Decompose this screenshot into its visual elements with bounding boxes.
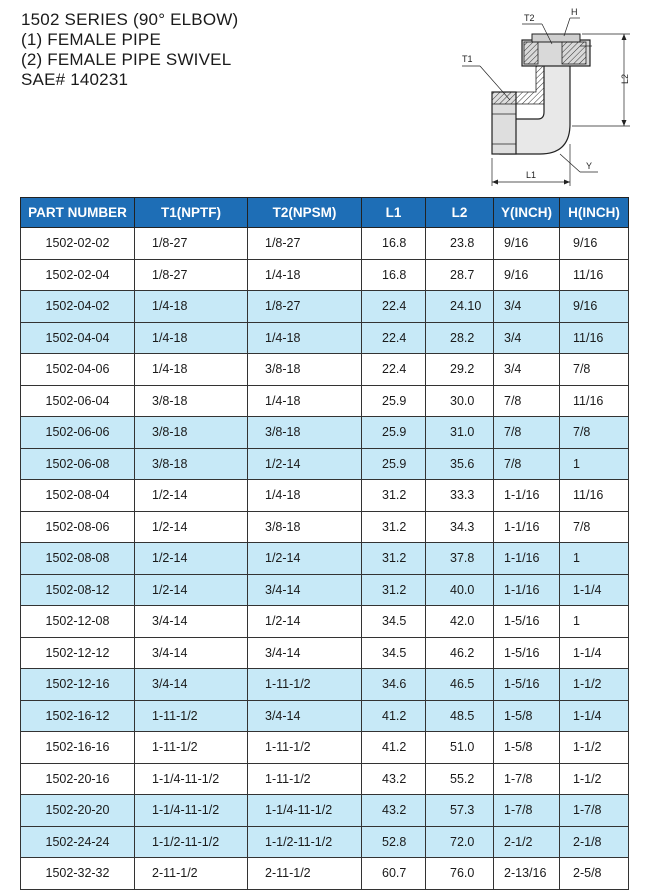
table-row — [21, 385, 629, 417]
cell-y-inch: 9/16 — [494, 228, 560, 260]
cell-h-inch: 1-1/2 — [560, 669, 629, 701]
cell-h-inch: 7/8 — [560, 354, 629, 386]
cell-t1-nptf: 1-1/4-11-1/2 — [135, 795, 248, 827]
table-body — [21, 228, 629, 890]
series-title: 1502 SERIES (90° ELBOW) — [21, 10, 239, 29]
cell-y-inch: 2-1/2 — [494, 826, 560, 858]
cell-h-inch: 11/16 — [560, 480, 629, 512]
table-row — [21, 417, 629, 449]
cell-y-inch: 1-5/8 — [494, 700, 560, 732]
cell-h-inch: 11/16 — [560, 259, 629, 291]
cell-l2: 29.2 — [426, 354, 494, 386]
cell-l1: 22.4 — [362, 291, 426, 323]
cell-part-number: 1502-12-16 — [21, 669, 135, 701]
table-row — [21, 354, 629, 386]
table-row — [21, 795, 629, 827]
table-row — [21, 511, 629, 543]
cell-y-inch: 7/8 — [494, 448, 560, 480]
cell-l1: 41.2 — [362, 732, 426, 764]
cell-t1-nptf: 1-1/2-11-1/2 — [135, 826, 248, 858]
title-block — [21, 10, 441, 90]
cell-t1-nptf: 1/2-14 — [135, 543, 248, 575]
column-header-l1: L1 — [362, 198, 426, 228]
cell-part-number: 1502-12-08 — [21, 606, 135, 638]
table-row — [21, 700, 629, 732]
cell-h-inch: 7/8 — [560, 417, 629, 449]
label-y: Y — [586, 161, 593, 171]
table-row — [21, 637, 629, 669]
cell-y-inch: 1-7/8 — [494, 763, 560, 795]
cell-t2-npsm: 1/8-27 — [248, 291, 362, 323]
cell-y-inch: 1-5/16 — [494, 669, 560, 701]
cell-t1-nptf: 1-11-1/2 — [135, 732, 248, 764]
table-row — [21, 259, 629, 291]
cell-t2-npsm: 3/8-18 — [248, 417, 362, 449]
cell-h-inch: 1-1/2 — [560, 732, 629, 764]
cell-h-inch: 11/16 — [560, 322, 629, 354]
cell-t2-npsm: 1-1/2-11-1/2 — [248, 826, 362, 858]
table-row — [21, 322, 629, 354]
cell-h-inch: 9/16 — [560, 291, 629, 323]
column-header-h-inch: H(INCH) — [560, 198, 629, 228]
cell-l2: 55.2 — [426, 763, 494, 795]
table-row — [21, 448, 629, 480]
cell-l1: 43.2 — [362, 795, 426, 827]
label-t1: T1 — [462, 54, 473, 64]
cell-l2: 28.7 — [426, 259, 494, 291]
cell-h-inch: 1-1/4 — [560, 574, 629, 606]
cell-part-number: 1502-02-02 — [21, 228, 135, 260]
cell-t1-nptf: 2-11-1/2 — [135, 858, 248, 890]
cell-t2-npsm: 1/2-14 — [248, 606, 362, 638]
cell-t1-nptf: 1/8-27 — [135, 228, 248, 260]
cell-y-inch: 1-1/16 — [494, 574, 560, 606]
variant-female-pipe: (1) FEMALE PIPE — [21, 30, 161, 49]
cell-y-inch: 3/4 — [494, 322, 560, 354]
cell-y-inch: 1-1/16 — [494, 511, 560, 543]
cell-l1: 16.8 — [362, 259, 426, 291]
label-l1: L1 — [526, 170, 537, 180]
cell-l1: 31.2 — [362, 543, 426, 575]
cell-t2-npsm: 1-11-1/2 — [248, 669, 362, 701]
cell-y-inch: 3/4 — [494, 354, 560, 386]
column-header-y-inch: Y(INCH) — [494, 198, 560, 228]
cell-l2: 31.0 — [426, 417, 494, 449]
column-header-l2: L2 — [426, 198, 494, 228]
cell-part-number: 1502-06-04 — [21, 385, 135, 417]
cell-part-number: 1502-20-20 — [21, 795, 135, 827]
variant-female-pipe-swivel: (2) FEMALE PIPE SWIVEL — [21, 50, 232, 69]
cell-l1: 25.9 — [362, 448, 426, 480]
cell-h-inch: 1 — [560, 606, 629, 638]
cell-l2: 76.0 — [426, 858, 494, 890]
table-row — [21, 763, 629, 795]
cell-h-inch: 1-1/4 — [560, 700, 629, 732]
cell-y-inch: 7/8 — [494, 417, 560, 449]
cell-part-number: 1502-04-06 — [21, 354, 135, 386]
cell-l1: 60.7 — [362, 858, 426, 890]
column-header-t2-npsm: T2(NPSM) — [248, 198, 362, 228]
cell-l1: 31.2 — [362, 511, 426, 543]
cell-part-number: 1502-24-24 — [21, 826, 135, 858]
cell-t1-nptf: 3/4-14 — [135, 637, 248, 669]
cell-y-inch: 1-5/16 — [494, 637, 560, 669]
cell-l1: 31.2 — [362, 574, 426, 606]
cell-t2-npsm: 3/4-14 — [248, 637, 362, 669]
label-l2: L2 — [620, 73, 630, 84]
cell-y-inch: 2-13/16 — [494, 858, 560, 890]
cell-t2-npsm: 1-1/4-11-1/2 — [248, 795, 362, 827]
table-row — [21, 543, 629, 575]
cell-h-inch: 9/16 — [560, 228, 629, 260]
cell-t1-nptf: 1/2-14 — [135, 511, 248, 543]
cell-t2-npsm: 3/8-18 — [248, 511, 362, 543]
cell-l2: 24.10 — [426, 291, 494, 323]
cell-l2: 46.5 — [426, 669, 494, 701]
cell-part-number: 1502-08-06 — [21, 511, 135, 543]
cell-t1-nptf: 3/4-14 — [135, 606, 248, 638]
cell-t1-nptf: 3/8-18 — [135, 385, 248, 417]
cell-h-inch: 2-1/8 — [560, 826, 629, 858]
cell-t2-npsm: 3/4-14 — [248, 574, 362, 606]
cell-part-number: 1502-04-02 — [21, 291, 135, 323]
cell-l2: 42.0 — [426, 606, 494, 638]
cell-t1-nptf: 1/4-18 — [135, 354, 248, 386]
cell-y-inch: 3/4 — [494, 291, 560, 323]
cell-y-inch: 7/8 — [494, 385, 560, 417]
cell-y-inch: 9/16 — [494, 259, 560, 291]
cell-h-inch: 11/16 — [560, 385, 629, 417]
cell-t1-nptf: 3/4-14 — [135, 669, 248, 701]
cell-h-inch: 1-1/2 — [560, 763, 629, 795]
table-row — [21, 480, 629, 512]
cell-y-inch: 1-1/16 — [494, 543, 560, 575]
table-header-row — [21, 198, 629, 228]
cell-h-inch: 2-5/8 — [560, 858, 629, 890]
cell-t1-nptf: 1/2-14 — [135, 574, 248, 606]
cell-y-inch: 1-7/8 — [494, 795, 560, 827]
cell-l2: 28.2 — [426, 322, 494, 354]
cell-h-inch: 1-1/4 — [560, 637, 629, 669]
cell-t2-npsm: 1-11-1/2 — [248, 732, 362, 764]
cell-t2-npsm: 1/2-14 — [248, 448, 362, 480]
cell-l1: 41.2 — [362, 700, 426, 732]
table-row — [21, 826, 629, 858]
cell-l2: 40.0 — [426, 574, 494, 606]
cell-l2: 72.0 — [426, 826, 494, 858]
cell-h-inch: 1 — [560, 543, 629, 575]
cell-l2: 34.3 — [426, 511, 494, 543]
cell-t2-npsm: 3/8-18 — [248, 354, 362, 386]
table-row — [21, 669, 629, 701]
cell-l1: 43.2 — [362, 763, 426, 795]
cell-part-number: 1502-12-12 — [21, 637, 135, 669]
cell-part-number: 1502-02-04 — [21, 259, 135, 291]
cell-l1: 34.5 — [362, 606, 426, 638]
cell-t2-npsm: 1/4-18 — [248, 385, 362, 417]
cell-l2: 35.6 — [426, 448, 494, 480]
column-header-part-number: PART NUMBER — [21, 198, 135, 228]
cell-l2: 46.2 — [426, 637, 494, 669]
table-row — [21, 228, 629, 260]
cell-l2: 51.0 — [426, 732, 494, 764]
cell-part-number: 1502-08-12 — [21, 574, 135, 606]
cell-t1-nptf: 1/8-27 — [135, 259, 248, 291]
cell-t1-nptf: 1-1/4-11-1/2 — [135, 763, 248, 795]
cell-l1: 22.4 — [362, 354, 426, 386]
table-row — [21, 858, 629, 890]
cell-part-number: 1502-16-16 — [21, 732, 135, 764]
cell-t1-nptf: 1/4-18 — [135, 291, 248, 323]
cell-t2-npsm: 1/4-18 — [248, 480, 362, 512]
cell-l1: 25.9 — [362, 385, 426, 417]
cell-h-inch: 1-7/8 — [560, 795, 629, 827]
cell-l1: 34.6 — [362, 669, 426, 701]
table-row — [21, 606, 629, 638]
cell-l1: 16.8 — [362, 228, 426, 260]
cell-t1-nptf: 3/8-18 — [135, 417, 248, 449]
table-row — [21, 291, 629, 323]
cell-y-inch: 1-5/8 — [494, 732, 560, 764]
cell-l2: 48.5 — [426, 700, 494, 732]
cell-h-inch: 1 — [560, 448, 629, 480]
cell-t2-npsm: 1-11-1/2 — [248, 763, 362, 795]
cell-part-number: 1502-06-08 — [21, 448, 135, 480]
elbow-fitting-diagram — [452, 4, 642, 190]
cell-part-number: 1502-16-12 — [21, 700, 135, 732]
cell-l2: 33.3 — [426, 480, 494, 512]
table-row — [21, 574, 629, 606]
cell-t2-npsm: 1/8-27 — [248, 228, 362, 260]
cell-t1-nptf: 1/2-14 — [135, 480, 248, 512]
label-h: H — [571, 7, 578, 17]
cell-l1: 52.8 — [362, 826, 426, 858]
cell-t2-npsm: 1/4-18 — [248, 322, 362, 354]
cell-t2-npsm: 1/4-18 — [248, 259, 362, 291]
cell-l2: 30.0 — [426, 385, 494, 417]
cell-part-number: 1502-04-04 — [21, 322, 135, 354]
cell-t2-npsm: 3/4-14 — [248, 700, 362, 732]
cell-t1-nptf: 3/8-18 — [135, 448, 248, 480]
cell-l1: 34.5 — [362, 637, 426, 669]
cell-l2: 57.3 — [426, 795, 494, 827]
cell-l1: 31.2 — [362, 480, 426, 512]
cell-y-inch: 1-1/16 — [494, 480, 560, 512]
column-header-t1-nptf: T1(NPTF) — [135, 198, 248, 228]
cell-part-number: 1502-32-32 — [21, 858, 135, 890]
cell-t1-nptf: 1-11-1/2 — [135, 700, 248, 732]
cell-y-inch: 1-5/16 — [494, 606, 560, 638]
label-t2: T2 — [524, 13, 535, 23]
cell-part-number: 1502-08-04 — [21, 480, 135, 512]
cell-t1-nptf: 1/4-18 — [135, 322, 248, 354]
table-row — [21, 732, 629, 764]
dimensions-table — [20, 197, 629, 890]
cell-h-inch: 7/8 — [560, 511, 629, 543]
sae-number: SAE# 140231 — [21, 70, 129, 89]
cell-t2-npsm: 1/2-14 — [248, 543, 362, 575]
cell-l1: 25.9 — [362, 417, 426, 449]
cell-part-number: 1502-20-16 — [21, 763, 135, 795]
cell-part-number: 1502-06-06 — [21, 417, 135, 449]
cell-part-number: 1502-08-08 — [21, 543, 135, 575]
cell-l1: 22.4 — [362, 322, 426, 354]
cell-l2: 23.8 — [426, 228, 494, 260]
cell-l2: 37.8 — [426, 543, 494, 575]
cell-t2-npsm: 2-11-1/2 — [248, 858, 362, 890]
